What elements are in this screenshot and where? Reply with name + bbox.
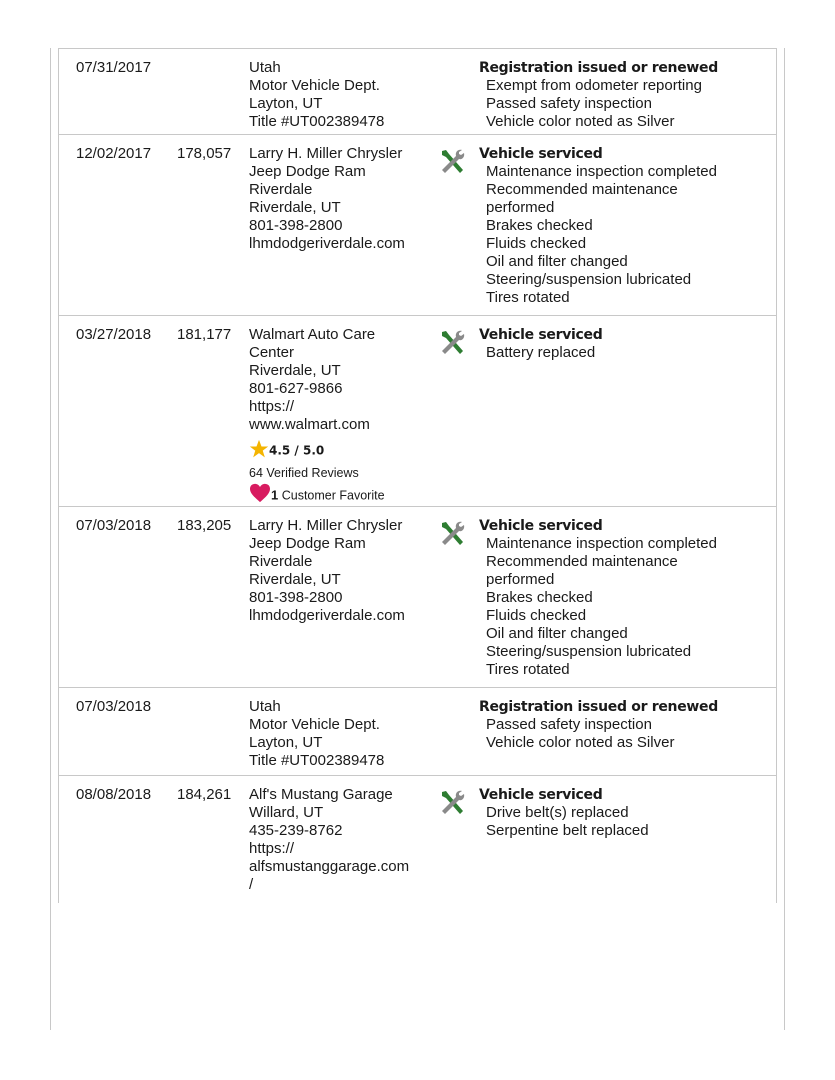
source-line: https:// [249, 840, 295, 857]
record-date: 12/02/2017 [76, 145, 152, 162]
history-record [58, 135, 777, 316]
source-line: Utah [249, 698, 281, 715]
page-right-rule [784, 48, 785, 1030]
source-line: https:// [249, 398, 295, 415]
detail-item: Oil and filter changed [486, 625, 628, 642]
source-line: Title #UT002389478 [249, 752, 385, 769]
history-record [58, 316, 777, 507]
source-line: lhmdodgeriverdale.com [249, 235, 405, 252]
service-tools-icon [437, 328, 467, 358]
favorite-count: 1 [271, 487, 279, 503]
record-source [249, 59, 434, 131]
detail-item: Vehicle color noted as Silver [486, 734, 675, 751]
source-line: Motor Vehicle Dept. [249, 77, 380, 94]
detail-item: Brakes checked [486, 589, 593, 606]
record-mileage: 181,177 [177, 326, 232, 343]
favorite-label: Customer Favorite [281, 488, 385, 503]
record-mileage: 178,057 [177, 145, 232, 162]
source-line: Utah [249, 59, 281, 76]
source-line: www.walmart.com [249, 416, 370, 433]
page-left-rule [50, 48, 51, 1030]
detail-item: Drive belt(s) replaced [486, 804, 629, 821]
source-line: Jeep Dodge Ram [249, 535, 366, 552]
record-details [479, 326, 771, 362]
source-line: Title #UT002389478 [249, 113, 385, 130]
source-line: Riverdale [249, 553, 313, 570]
record-icon [437, 147, 467, 177]
record-icon [437, 328, 467, 358]
source-line: Larry H. Miller Chrysler [249, 517, 403, 534]
source-line: 435-239-8762 [249, 822, 343, 839]
source-line: / [249, 876, 254, 893]
star-icon [249, 439, 269, 463]
customer-favorite [249, 483, 434, 509]
source-line: Jeep Dodge Ram [249, 163, 366, 180]
detail-item: Recommended maintenance [486, 181, 678, 198]
verified-reviews: 64 Verified Reviews [249, 466, 359, 480]
detail-item: Passed safety inspection [486, 716, 652, 733]
service-tools-icon [437, 519, 467, 549]
detail-item: Recommended maintenance [486, 553, 678, 570]
source-line: 801-627-9866 [249, 380, 343, 397]
history-record [58, 776, 777, 903]
detail-item: performed [486, 199, 555, 216]
history-record [58, 49, 777, 135]
detail-item: Brakes checked [486, 217, 593, 234]
source-line: lhmdodgeriverdale.com [249, 607, 405, 624]
record-heading: Vehicle serviced [479, 518, 603, 534]
record-source [249, 698, 434, 770]
source-line: Walmart Auto Care [249, 326, 376, 343]
record-date: 07/03/2018 [76, 698, 152, 715]
source-line: Riverdale, UT [249, 571, 341, 588]
history-record [58, 688, 777, 776]
heart-icon [249, 483, 271, 509]
detail-item: Tires rotated [486, 661, 570, 678]
detail-item: Maintenance inspection completed [486, 163, 717, 180]
record-heading: Registration issued or renewed [479, 60, 718, 76]
detail-item: Vehicle color noted as Silver [486, 113, 675, 130]
detail-item: Steering/suspension lubricated [486, 271, 692, 288]
detail-item: Serpentine belt replaced [486, 822, 649, 839]
service-tools-icon [437, 147, 467, 177]
record-mileage: 183,205 [177, 517, 232, 534]
record-source [249, 145, 434, 253]
service-tools-icon [437, 788, 467, 818]
detail-item: performed [486, 571, 555, 588]
shop-rating [249, 439, 434, 463]
record-mileage: 184,261 [177, 786, 232, 803]
record-source [249, 517, 434, 625]
detail-item: Tires rotated [486, 289, 570, 306]
detail-item: Steering/suspension lubricated [486, 643, 692, 660]
record-heading: Vehicle serviced [479, 327, 603, 343]
detail-item: Fluids checked [486, 607, 587, 624]
source-line: 801-398-2800 [249, 217, 343, 234]
record-date: 08/08/2018 [76, 786, 152, 803]
record-details [479, 698, 771, 752]
source-line: Layton, UT [249, 734, 323, 751]
record-details [479, 59, 771, 131]
record-details [479, 145, 771, 307]
history-record [58, 507, 777, 688]
record-heading: Registration issued or renewed [479, 699, 718, 715]
record-icon [437, 788, 467, 818]
record-icon [437, 519, 467, 549]
record-source [249, 786, 434, 894]
detail-item: Oil and filter changed [486, 253, 628, 270]
record-heading: Vehicle serviced [479, 787, 603, 803]
source-line: Larry H. Miller Chrysler [249, 145, 403, 162]
source-line: 801-398-2800 [249, 589, 343, 606]
rating-score: 4.5 / 5.0 [269, 443, 325, 458]
record-date: 07/03/2018 [76, 517, 152, 534]
vehicle-history-records [58, 49, 777, 903]
record-details [479, 517, 771, 679]
record-date: 07/31/2017 [76, 59, 152, 76]
record-heading: Vehicle serviced [479, 146, 603, 162]
detail-item: Exempt from odometer reporting [486, 77, 702, 94]
source-line: Alf's Mustang Garage [249, 786, 393, 803]
detail-item: Fluids checked [486, 235, 587, 252]
source-line: Motor Vehicle Dept. [249, 716, 380, 733]
source-line: Center [249, 344, 295, 361]
detail-item: Maintenance inspection completed [486, 535, 717, 552]
source-line: Riverdale, UT [249, 199, 341, 216]
source-line: Layton, UT [249, 95, 323, 112]
detail-item: Passed safety inspection [486, 95, 652, 112]
record-details [479, 786, 771, 840]
record-date: 03/27/2018 [76, 326, 152, 343]
source-line: alfsmustanggarage.com [249, 858, 410, 875]
record-source [249, 326, 434, 509]
source-line: Riverdale, UT [249, 362, 341, 379]
source-line: Willard, UT [249, 804, 324, 821]
source-line: Riverdale [249, 181, 313, 198]
detail-item: Battery replaced [486, 344, 596, 361]
